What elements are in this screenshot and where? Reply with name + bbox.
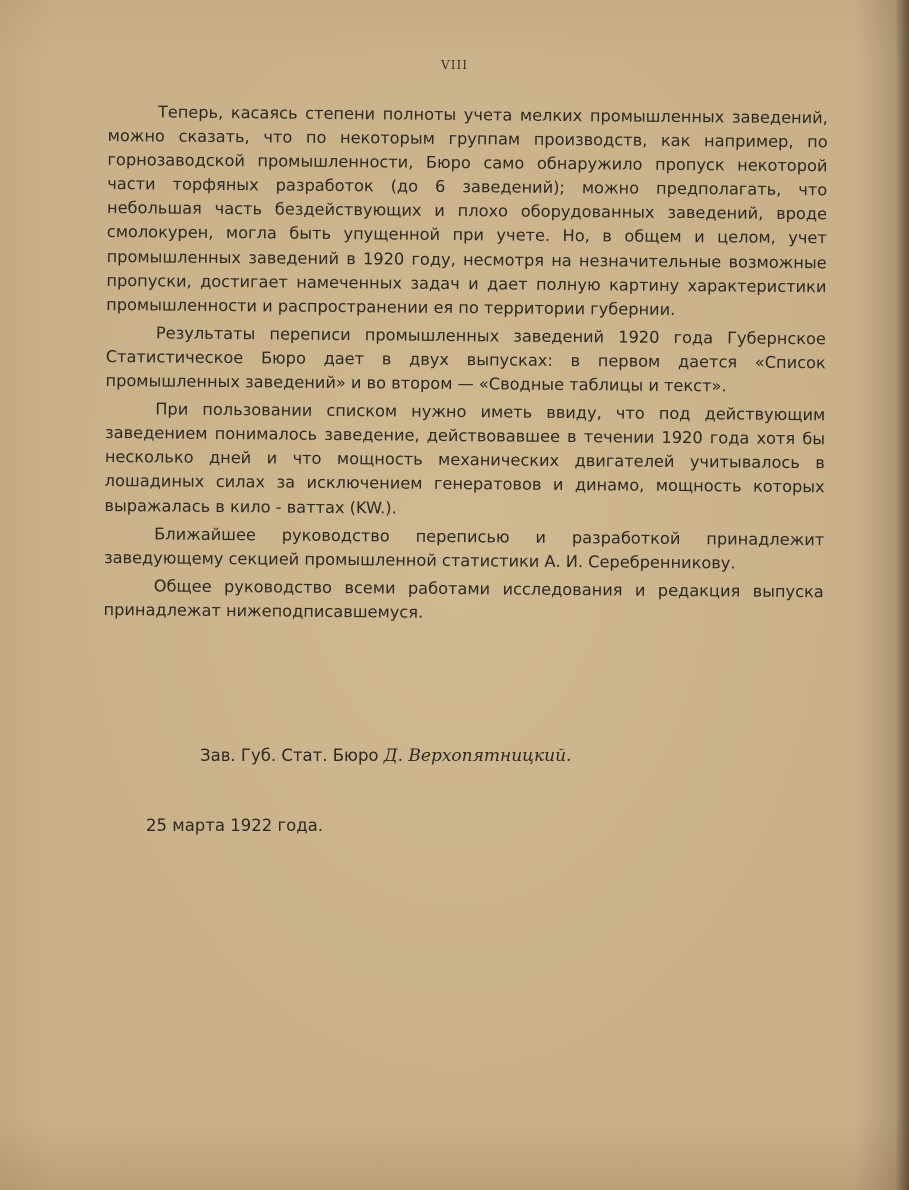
signature-line: [200, 746, 571, 766]
paragraph-completeness: Теперь, касаясь степени полноты учета мелких промышленных заведений, можно сказать, что по некоторым группам производств, как например, по горнозаводской промышленности, Бюро само обнаружило пропуск некоторой части торфяных разработок (до 6 заведений); можно предполагать, что небольшая часть бездействующих и плохо оборудованных заведений, вроде смолокурен, могла быть упущенной при учете. Но, в общем и целом, учет промышленных заведений в 1920 году, несмотря на незначительные возможные пропуски, достигает намеченных задач и дает полную картину характеристики промышленности и распространении ея по территории губернии.: [106, 102, 828, 319]
page-number: VIII: [441, 58, 468, 72]
page-edge-shadow: [895, 0, 909, 1190]
signature-title: Зав. Губ. Стат. Бюро: [200, 746, 379, 765]
signature-name: Д. Верхопятницкий.: [383, 746, 572, 766]
paragraph-supervision: Ближайшее руководство переписью и разработкой принадлежит заведующему секцией промышленной статистики А. И. Серебренникову.: [103, 524, 825, 573]
paragraph-usage-notes: При пользовании списком нужно иметь ввиду, что под действующим заведением понималось заведение, действовавшее в течении 1920 года хотя бы несколько дней и что мощность механических двигателей учитывалось в лошадиных силах за исключением генератовов и динамо, мощность которых выражалась в кило - ваттах (KW.).: [104, 399, 826, 518]
document-date: 25 марта 1922 года.: [146, 816, 324, 835]
paragraph-general-management: Общее руководство всеми работами исследования и редакция выпуска принадлежат нижеподписавшемуся.: [103, 576, 824, 622]
body-text: [103, 100, 828, 628]
paragraph-results: Результаты переписи промышленных заведений 1920 года Губернское Статистическое Бюро дает в двух выпусках: в первом дается «Список промышленных заведений» и во втором — «Сводные таблицы и текст».: [105, 323, 827, 396]
